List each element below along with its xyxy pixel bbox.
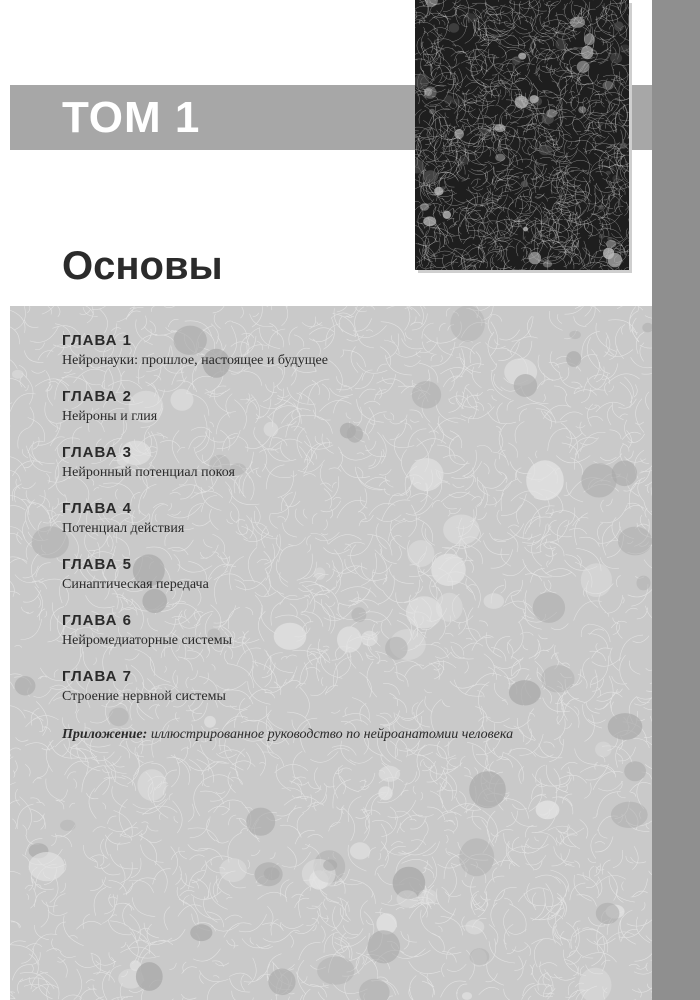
chapter-label: ГЛАВА 1 [62, 332, 132, 349]
chapter-entry-2 [62, 387, 622, 443]
table-of-contents [62, 331, 622, 745]
chapter-label: ГЛАВА 4 [62, 500, 132, 517]
chapter-title: Строение нервной системы [62, 689, 226, 704]
chapter-label: ГЛАВА 7 [62, 668, 132, 685]
appendix-label: Приложение: [62, 727, 148, 742]
chapter-entry-1 [62, 331, 622, 387]
right-edge-strip [652, 0, 700, 1000]
chapter-label: ГЛАВА 5 [62, 556, 132, 573]
chapter-label: ГЛАВА 3 [62, 444, 132, 461]
chapter-title: Нейронный потенциал покоя [62, 465, 235, 480]
neural-tissue-photo [415, 0, 629, 270]
chapter-title: Нейронауки: прошлое, настоящее и будущее [62, 353, 328, 368]
chapter-label: ГЛАВА 2 [62, 388, 132, 405]
chapter-title: Синаптическая передача [62, 577, 209, 592]
chapter-title: Нейроны и глия [62, 409, 158, 424]
chapter-entry-3 [62, 443, 622, 499]
chapter-entry-6 [62, 611, 622, 667]
chapter-entry-5 [62, 555, 622, 611]
chapter-title: Нейромедиаторные системы [62, 633, 232, 648]
chapter-entry-7 [62, 667, 622, 723]
chapter-label: ГЛАВА 6 [62, 612, 132, 629]
appendix-text: иллюстрированное руководство по нейроанатомии человека [147, 727, 514, 742]
chapter-entry-4 [62, 499, 622, 555]
volume-title: ТОМ 1 [62, 93, 201, 142]
chapter-title: Потенциал действия [62, 521, 185, 536]
appendix-entry [62, 725, 622, 745]
section-title: Основы [62, 244, 223, 288]
